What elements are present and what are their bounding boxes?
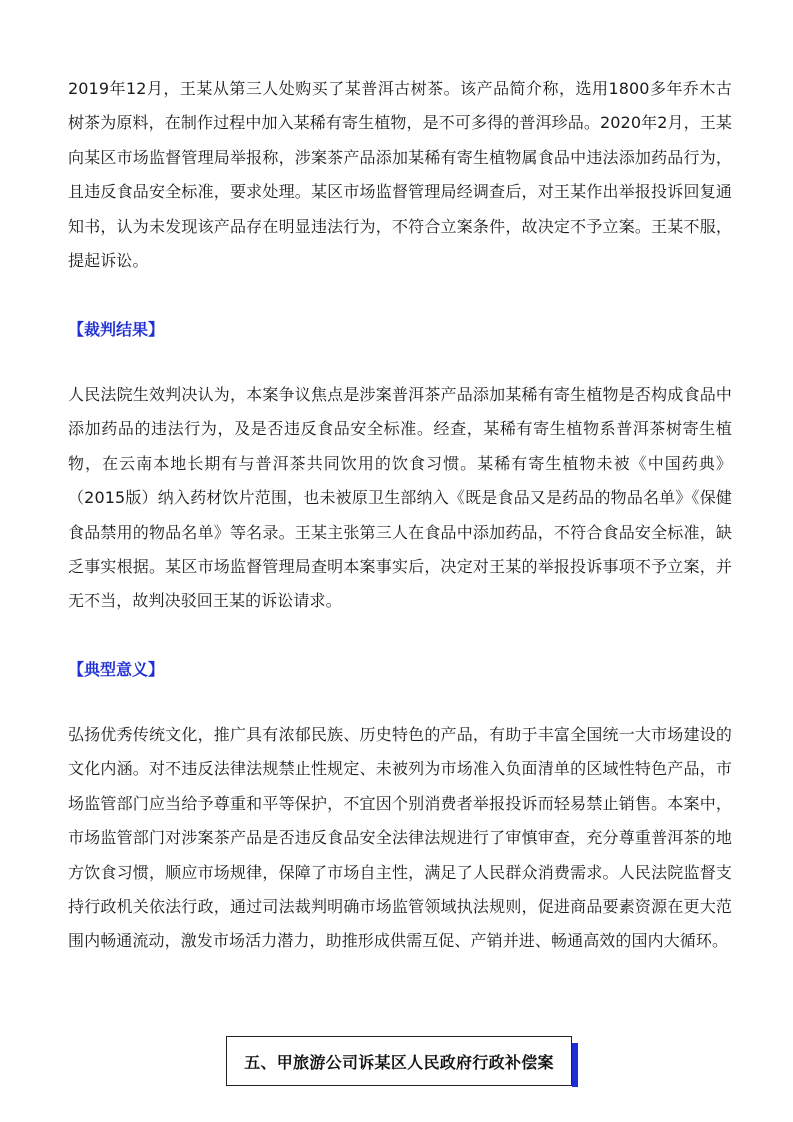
title-accent-bar [572, 1043, 578, 1087]
significance-paragraph: 弘扬优秀传统文化，推广具有浓郁民族、历史特色的产品，有助于丰富全国统一大市场建设的文化内涵。对不违反法律法规禁止性规定、未被列为市场准入负面清单的区域性特色产品，市场监管部门应当给予尊重和平等保护，不宜因个别消费者举报投诉而轻易禁止销售。本案中，市场监管部门对涉案茶产品是否违反食品安全法律法规进行了审慎审查，充分尊重普洱茶的地方饮食习惯，顺应市场规律，保障了市场自主性，满足了人民群众消费需求。人民法院监督支持行政机关依法行政，通过司法裁判明确市场监管领域执法规则，促进商品要素资源在更大范围内畅通流动，激发市场活力潜力，助推形成供需互促、产销并进、畅通高效的国内大循环。 [68, 725, 732, 951]
next-case-title-box [226, 1036, 572, 1086]
judgment-result-heading: 【裁判结果】 [68, 320, 165, 339]
judgment-paragraph: 人民法院生效判决认为，本案争议焦点是涉案普洱茶产品添加某稀有寄生植物是否构成食品中添加药品的违法行为，及是否违反食品安全标准。经查，某稀有寄生植物系普洱茶树寄生植物，在云南本地长期有与普洱茶共同饮用的饮食习惯。某稀有寄生植物未被《中国药典》（2015版）纳入药材饮片范围，也未被原卫生部纳入《既是食品又是药品的物品名单》《保健食品禁用的物品名单》等名录。王某主张第三人在食品中添加药品，不符合食品安全标准，缺乏事实根据。某区市场监督管理局查明本案事实后，决定对王某的举报投诉事项不予立案，并无不当，故判决驳回王某的诉讼请求。 [68, 385, 732, 611]
typical-significance-heading: 【典型意义】 [68, 660, 165, 679]
next-case-title: 五、甲旅游公司诉某区人民政府行政补偿案 [244, 1052, 554, 1072]
case-facts-paragraph: 2019年12月，王某从第三人处购买了某普洱古树茶。该产品简介称，选用1800多年乔木古树茶为原料，在制作过程中加入某稀有寄生植物，是不可多得的普洱珍品。2020年2月，王某向某区市场监督管理局举报称，涉案茶产品添加某稀有寄生植物属食品中违法添加药品行为，且违反食品安全标准，要求处理。某区市场监督管理局经调查后，对王某作出举报投诉回复通知书，认为未发现该产品存在明显违法行为，不符合立案条件，故决定不予立案。王某不服，提起诉讼。 [68, 79, 732, 271]
